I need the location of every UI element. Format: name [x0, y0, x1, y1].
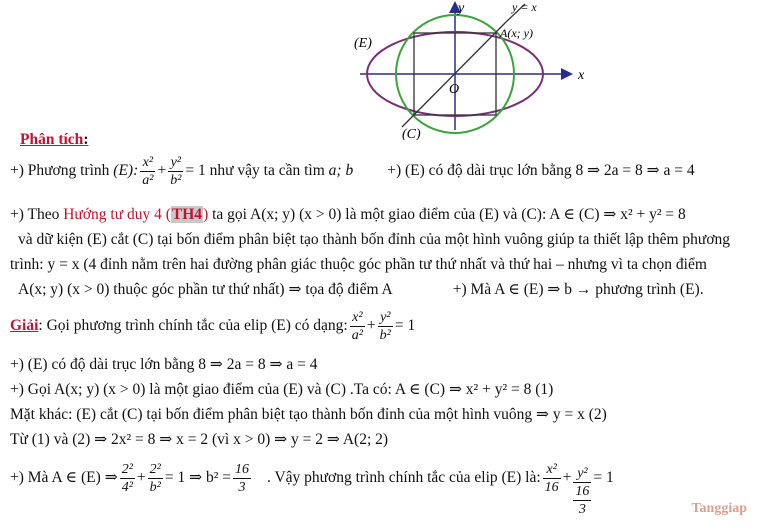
heading-phan-tich: Phân tích:	[20, 131, 89, 148]
watermark: Tanggiap	[691, 501, 747, 516]
label-point-A: A(x; y)	[500, 26, 533, 40]
line-4: trình: y = x (4 đỉnh nằm trên hai đường phân giác thuộc góc phần tư thứ nhất và thứ hai – nhưng vì ta chọn điểm	[10, 256, 707, 273]
line-11: +) Mà A ∈ (E) ⇒ $\frac{\text{2²}}{\text{4²}}$ + $\frac{\text{2²}}{\text{b²}}$ = 1 ⇒ b² = $\frac{16}{3}$ . Vậy phương trình chính tắc của elip (E) là: $\frac{\text{x²}}{16}$ + y² 16 3 = 1	[10, 461, 614, 517]
label-C: (C)	[402, 127, 421, 140]
fraction-x2-a2: $\frac{\text{x²}}{\text{a²}}$	[142, 154, 154, 188]
fraction-y2-b2: $\frac{\text{y²}}{\text{b²}}$	[170, 154, 182, 188]
label-yx: y = x	[512, 0, 537, 14]
figure-svg	[330, 0, 600, 140]
line-10: Từ (1) và (2) ⇒ 2x² = 8 ⇒ x = 2 (vì x > 0) ⇒ y = 2 ⇒ A(2; 2)	[10, 431, 389, 448]
line-9: Mặt khác: (E) cắt (C) tại bốn điểm phân biệt tạo thành bốn đỉnh của một hình vuông ⇒ y = x (2)	[10, 406, 607, 423]
line-3: và dữ kiện (E) cắt (C) tại bốn điểm phân biệt tạo thành bốn đỉnh của một hình vuông giúp ta thiết lập thêm phương	[18, 231, 731, 248]
label-O: O	[449, 82, 460, 97]
highlight-th4: TH4	[171, 206, 203, 223]
line-1: +) Phương trình (E): $\frac{\text{x²}}{\text{a²}}$ + $\frac{\text{y²}}{\text{b²}}$ = 1 như vậy ta cần tìm a; b +) (E) có độ dài trục lớn bằng 8 ⇒ 2a = 8 ⇒ a = 4	[10, 154, 695, 188]
label-x: x	[578, 68, 585, 83]
label-E: (E)	[354, 36, 372, 51]
line-7: +) (E) có độ dài trục lớn bằng 8 ⇒ 2a = 8 ⇒ a = 4	[10, 356, 318, 373]
label-y: y	[458, 1, 465, 16]
line-8: +) Gọi A(x; y) (x > 0) là một giao điểm của (E) và (C) .Ta có: A ∈ (C) ⇒ x² + y² = 8 (1)	[10, 381, 554, 398]
line-2: +) Theo Hướng tư duy 4 (TH4) ta gọi A(x; y) (x > 0) là một giao điểm của (E) và (C): A ∈ (C) ⇒ x² + y² = 8	[10, 206, 686, 223]
line-5: A(x; y) (x > 0) thuộc góc phần tư thứ nhất) ⇒ tọa độ điểm A +) Mà A ∈ (E) ⇒ b → phương trình (E).	[18, 281, 704, 298]
ellipse-circle-figure	[330, 0, 600, 140]
line-6: Giải : Gọi phương trình chính tắc của elip (E) có dạng: $\frac{\text{x²}}{\text{a²}}$ + $\frac{\text{y²}}{\text{b²}}$ = 1	[10, 309, 416, 343]
heading-giai: Giải	[10, 317, 39, 334]
